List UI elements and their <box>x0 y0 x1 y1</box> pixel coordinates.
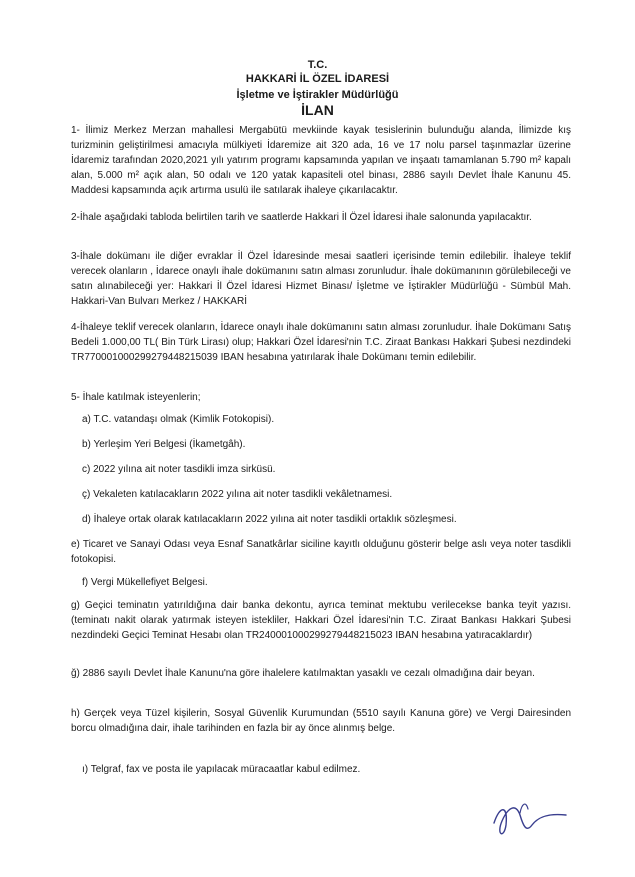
paragraph-1: 1- İlimiz Merkez Merzan mahallesi Mergabütü mevkiinde kayak tesislerinin bulunduğu alanda, İlimizde kış turizminin geliştirilmesi amacıyla mülkiyeti İdaremize ait 320 ada, 16 ve 17 nolu parsel taşınmazlar üzerine İdaremiz tarafından 2020,2021 yılı yatırım programı kapsamında yapılan ve inşaatı tamamlanan 5.790 m² kapalı alan, 5.000 m² açık alan, 50 odalı ve 120 yatak kapasiteli otel binası, 2886 sayılı Devlet İhale Kanunu 45. Maddesi kapsamında açık artırma usulü ile satılarak ihaleye çıkarılacaktır. <box>71 125 571 196</box>
paragraph-5: 5- İhale katılmak isteyenlerin; <box>71 392 201 403</box>
signature-icon <box>490 795 570 845</box>
header-tc: T.C. <box>307 59 328 71</box>
list-item-gg: ğ) 2886 sayılı Devlet İhale Kanunu'na göre ihalelere katılmaktan yasaklı ve cezalı olmadığına dair beyan. <box>71 668 535 679</box>
list-item-a: a) T.C. vatandaşı olmak (Kimlik Fotokopisi). <box>82 414 275 425</box>
list-item-i: ı) Telgraf, fax ve posta ile yapılacak müracaatlar kabul edilmez. <box>82 764 361 775</box>
header-institution: HAKKARİ İL ÖZEL İDARESİ <box>245 73 390 85</box>
list-item-e: e) Ticaret ve Sanayi Odası veya Esnaf Sanatkârlar siciline kayıtlı olduğunu gösterir belge aslı veya noter tasdikli fotokopisi. <box>71 539 571 565</box>
list-item-b: b) Yerleşim Yeri Belgesi (İkametgâh). <box>82 439 246 450</box>
list-item-f: f) Vergi Mükellefiyet Belgesi. <box>82 577 208 588</box>
list-item-d: d) İhaleye ortak olarak katılacakların 2022 yılına ait noter tasdikli ortaklık sözleşmesi. <box>82 514 457 525</box>
page-title: İLAN <box>301 102 334 118</box>
list-item-cc: ç) Vekaleten katılacakların 2022 yılına ait noter tasdikli vekâletnamesi. <box>82 489 393 500</box>
paragraph-3: 3-İhale dokümanı ile diğer evraklar İl Özel İdaresinde mesai saatleri içerisinde temin edilebilir. İhaleye teklif verecek olanların , İdarece onaylı ihale dokümanını satın alması zorunludur. İhale dokümanının görülebileceği ve satın alınabileceği yer: Hakkari İl Özel İdaresi Hizmet Binası/ İşletme ve İştirakler Müdürlüğü - Sümbül Mah. Hakkari-Van Bulvarı Merkez / HAKKARİ <box>71 251 571 307</box>
list-item-c: c) 2022 yılına ait noter tasdikli imza sirküsü. <box>82 464 276 475</box>
list-item-g: g) Geçici teminatın yatırıldığına dair banka dekontu, ayrıca teminat mektubu verilecekse banka teyit yazısı. (teminatı nakit olarak yatırmak isteyen istekliler, Hakkari Özel İdaresi'nin T.C. Ziraat Bankası Hakkari Şubesi nezdindeki Geçici Teminat Hesabı olan TR240001000299279448215023 IBAN hesabına yatıracaklardır) <box>71 600 571 641</box>
paragraph-2: 2-İhale aşağıdaki tabloda belirtilen tarih ve saatlerde Hakkari İl Özel İdaresi ihale salonunda yapılacaktır. <box>71 212 532 223</box>
paragraph-4: 4-İhaleye teklif verecek olanların, İdarece onaylı ihale dokümanını satın alması zorunludur. İhale Dokümanı Satış Bedeli 1.000,00 TL( Bin Türk Lirası) olup; Hakkari Özel İdaresi'nin T.C. Ziraat Bankası Hakkari Şubesi nezdindeki TR770001000299279448215039 IBAN hesabına yatırılarak İhale Dokümanı temin edilebilir. <box>71 322 571 363</box>
list-item-h: h) Gerçek veya Tüzel kişilerin, Sosyal Güvenlik Kurumundan (5510 sayılı Kanuna göre) ve Vergi Dairesinden borcu olmadığına dair, ihale tarihinden en fazla bir ay önce alınmış belge. <box>71 708 571 734</box>
header-department: İşletme ve İştirakler Müdürlüğü <box>236 89 399 101</box>
